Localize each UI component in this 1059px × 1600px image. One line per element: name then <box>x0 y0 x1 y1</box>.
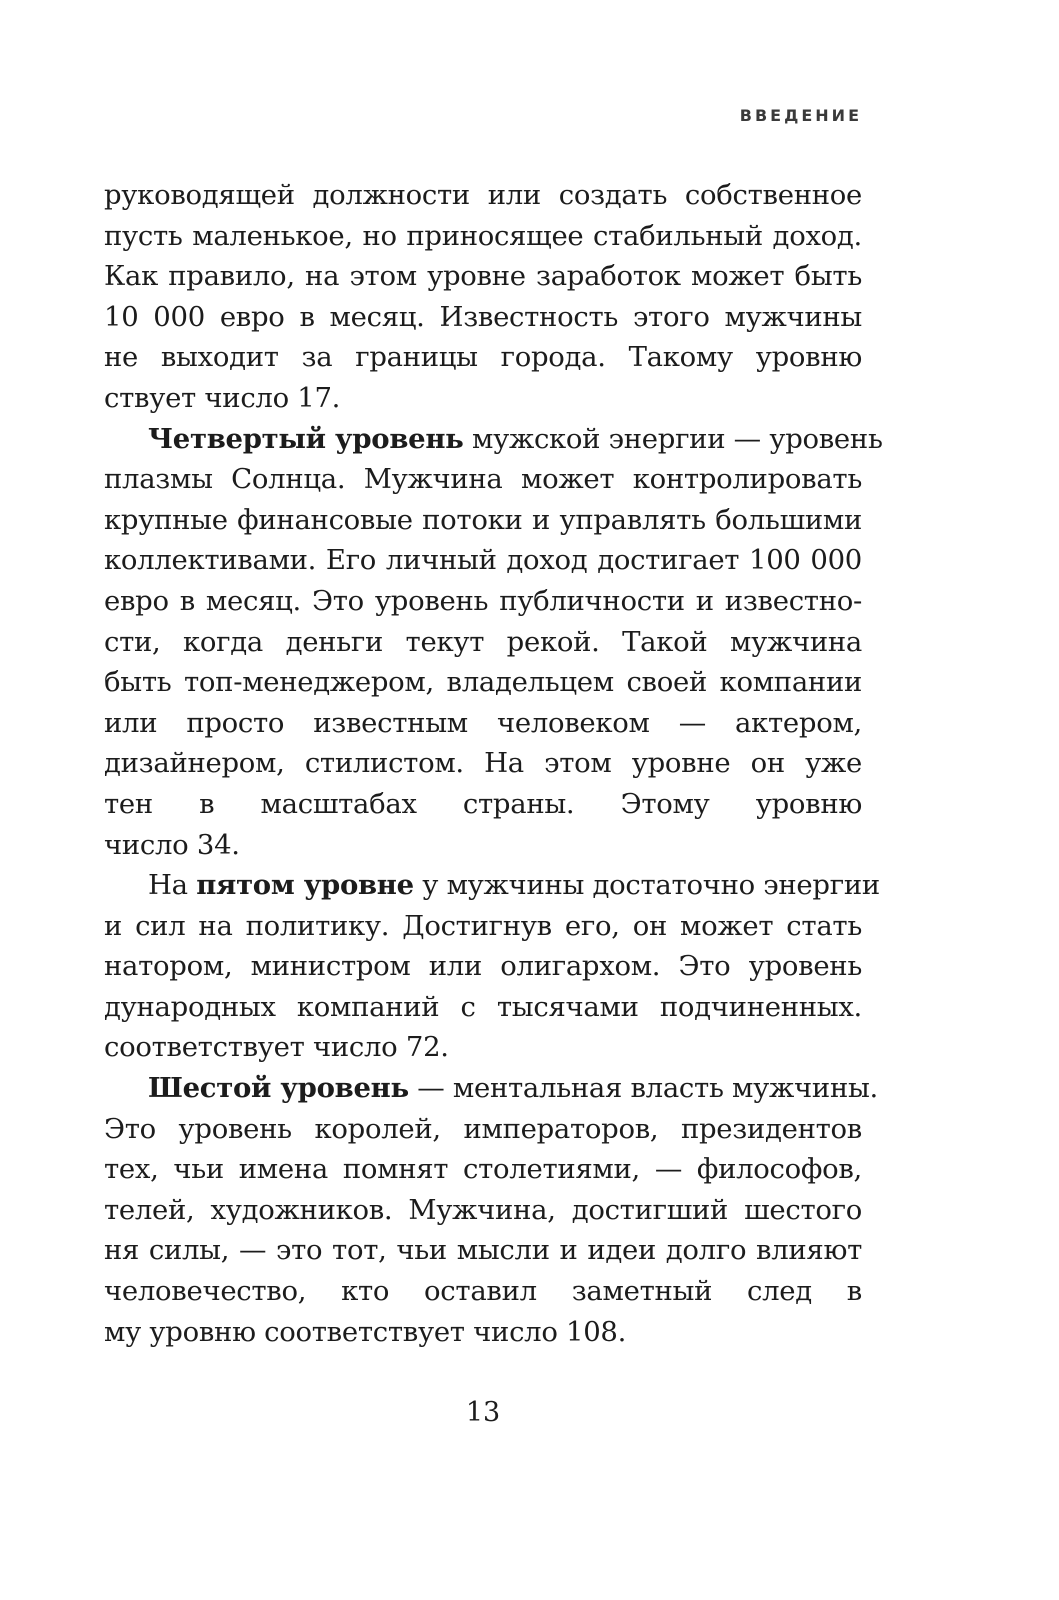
paragraph <box>104 419 883 866</box>
text-line: му уровню соответствует число 108. <box>104 1315 627 1348</box>
text-line <box>104 865 880 906</box>
text-line: сти, когда деньги текут рекой. Такой мужчина <box>104 625 862 658</box>
paragraph <box>104 175 862 419</box>
text-line: и сил на политику. Достигнув его, он может стать <box>104 909 862 942</box>
text-line <box>104 1068 878 1109</box>
text-line: тех, чьи имена помнят столетиями, — философов, <box>104 1153 862 1186</box>
bold-term: пятом уровне <box>196 869 414 902</box>
text-line: дународных компаний с тысячами подчиненных. <box>104 990 862 1023</box>
paragraph <box>104 1068 878 1352</box>
text-line: плазмы Солнца. Мужчина может контролировать <box>104 463 862 496</box>
running-head: ВВЕДЕНИЕ <box>739 106 862 125</box>
paragraph <box>104 865 880 1068</box>
text-fragment: На <box>148 869 197 902</box>
text-line: натором, министром или олигархом. Это уровень <box>104 950 862 983</box>
text-line: не выходит за границы города. Такому уровню <box>104 341 862 374</box>
text-line: крупные финансовые потоки и управлять большими <box>104 503 862 536</box>
text-line: телей, художников. Мужчина, достигший шестого <box>104 1193 862 1226</box>
text-line: тен в масштабах страны. Этому уровню <box>104 787 862 820</box>
text-fragment: — ментальная власть мужчины. <box>408 1072 878 1105</box>
text-line: дизайнером, стилистом. На этом уровне он уже <box>104 747 862 780</box>
text-line: коллективами. Его личный доход достигает 100 000 <box>104 544 862 577</box>
text-line: ня силы, — это тот, чьи мысли и идеи долго влияют <box>104 1234 862 1267</box>
text-line <box>104 419 883 460</box>
bold-term: Четвертый уровень <box>148 422 464 455</box>
text-line: Как правило, на этом уровне заработок может быть <box>104 260 862 293</box>
text-line: число 34. <box>104 828 240 861</box>
page-number: 13 <box>465 1397 501 1428</box>
body-text <box>104 175 883 1352</box>
text-line: быть топ-менеджером, владельцем своей компании <box>104 666 862 699</box>
text-line: пусть маленькое, но приносящее стабильный доход. <box>104 219 862 252</box>
text-line: Это уровень королей, императоров, президентов <box>104 1112 862 1145</box>
text-line: ствует число 17. <box>104 381 341 414</box>
text-line: человечество, кто оставил заметный след в <box>104 1275 862 1308</box>
text-line: руководящей должности или создать собственное <box>104 179 862 211</box>
text-line: или просто известным человеком — актером, <box>104 706 862 739</box>
text-fragment: мужской энергии — уровень <box>463 422 883 455</box>
text-line: соответствует число 72. <box>104 1031 449 1064</box>
text-line: евро в месяц. Это уровень публичности и известно- <box>104 584 862 617</box>
text-line: 10 000 евро в месяц. Известность этого мужчины <box>104 300 862 333</box>
bold-term: Шестой уровень <box>148 1072 409 1105</box>
text-fragment: у мужчины достаточно энергии <box>413 869 880 902</box>
